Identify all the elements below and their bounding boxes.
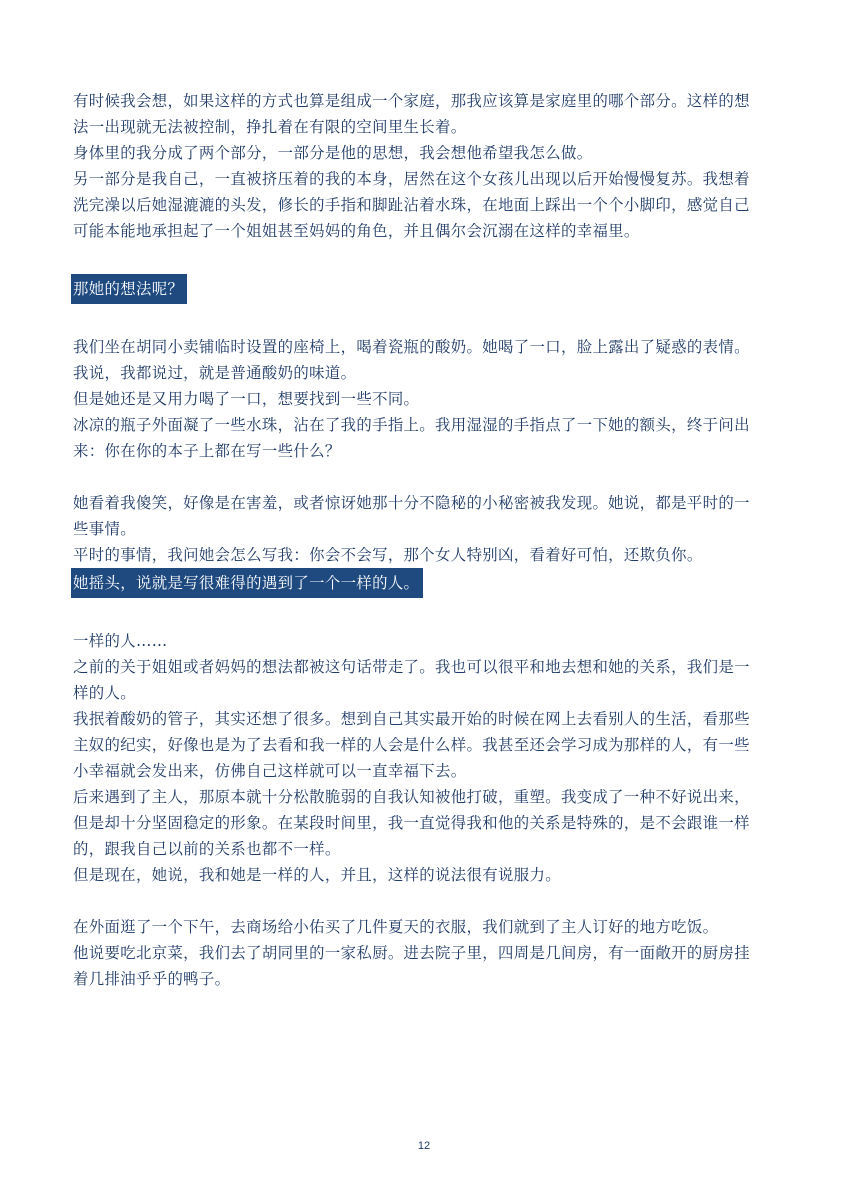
text-line: 另一部分是我自己，一直被挤压着的我的本身，居然在这个女孩儿出现以后开始慢慢复苏。我想着: [73, 170, 750, 188]
text-line: 她看着我傻笑，好像是在害羞，或者惊讶她那十分不隐秘的小秘密被我发现。她说，都是平时的一: [73, 494, 750, 512]
text-line: 我们坐在胡同小卖铺临时设置的座椅上，喝着瓷瓶的酸奶。她喝了一口，脸上露出了疑惑的表情。: [73, 338, 750, 356]
paragraph-1: [73, 88, 773, 244]
highlighted-heading-2: [73, 568, 773, 598]
paragraph-5: [73, 914, 773, 992]
text-line: 后来遇到了主人，那原本就十分松散脆弱的自我认知被他打破，重塑。我变成了一种不好说出来，: [73, 788, 750, 806]
text-line: 洗完澡以后她湿漉漉的头发，修长的手指和脚趾沾着水珠，在地面上踩出一个个小脚印，感觉自己: [73, 196, 750, 214]
paragraph-gap: [73, 308, 773, 334]
paragraph-4: [73, 628, 773, 888]
paragraph-3: [73, 490, 773, 568]
highlighted-heading-1: [73, 274, 773, 304]
text-line: 但是现在，她说，我和她是一样的人，并且，这样的说法很有说服力。: [73, 866, 561, 884]
text-line: 着几排油乎乎的鸭子。: [73, 970, 231, 988]
document-body: [73, 88, 773, 992]
text-line: 他说要吃北京菜，我们去了胡同里的一家私厨。进去院子里，四周是几间房，有一面敞开的厨房挂: [73, 944, 750, 962]
text-line: 样的人。: [73, 684, 136, 702]
text-line: 我说，我都说过，就是普通酸奶的味道。: [73, 364, 357, 382]
text-line: 身体里的我分成了两个部分，一部分是他的思想，我会想他希望我怎么做。: [73, 144, 593, 162]
text-line: 但是却十分坚固稳定的形象。在某段时间里，我一直觉得我和他的关系是特殊的，是不会跟谁一样: [73, 814, 750, 832]
text-line: 之前的关于姐姐或者妈妈的想法都被这句话带走了。我也可以很平和地去想和她的关系，我们是一: [73, 658, 750, 676]
paragraph-2: [73, 334, 773, 464]
highlighted-text: 那她的想法呢？: [71, 274, 187, 304]
text-line: 主奴的纪实，好像也是为了去看和我一样的人会是什么样。我甚至还会学习成为那样的人，有一些: [73, 736, 750, 754]
text-line: 来：你在你的本子上都在写一些什么？: [73, 442, 341, 460]
text-line: 冰凉的瓶子外面凝了一些水珠，沾在了我的手指上。我用湿湿的手指点了一下她的额头，终于问出: [73, 416, 750, 434]
paragraph-gap: [73, 464, 773, 490]
text-line: 在外面逛了一个下午，去商场给小佑买了几件夏天的衣服，我们就到了主人订好的地方吃饭。: [73, 918, 719, 936]
text-line: 的，跟我自己以前的关系也都不一样。: [73, 840, 341, 858]
paragraph-gap: [73, 602, 773, 628]
paragraph-gap: [73, 888, 773, 914]
highlighted-text: 她摇头，说就是写很难得的遇到了一个一样的人。: [71, 568, 423, 598]
text-line: 但是她还是又用力喝了一口，想要找到一些不同。: [73, 390, 420, 408]
text-line: 小幸福就会发出来，仿佛自己这样就可以一直幸福下去。: [73, 762, 467, 780]
text-line: 些事情。: [73, 520, 136, 538]
page-number: 12: [417, 1140, 431, 1152]
text-line: 有时候我会想，如果这样的方式也算是组成一个家庭，那我应该算是家庭里的哪个部分。这样的想: [73, 92, 750, 110]
text-line: 平时的事情，我问她会怎么写我：你会不会写，那个女人特别凶，看着好可怕，还欺负你。: [73, 546, 703, 564]
text-line: 一样的人……: [73, 632, 168, 650]
text-line: 可能本能地承担起了一个姐姐甚至妈妈的角色，并且偶尔会沉溺在这样的幸福里。: [73, 222, 640, 240]
text-line: 我抿着酸奶的管子，其实还想了很多。想到自己其实最开始的时候在网上去看别人的生活，看那些: [73, 710, 750, 728]
text-line: 法一出现就无法被控制，挣扎着在有限的空间里生长着。: [73, 118, 467, 136]
paragraph-gap: [73, 244, 773, 270]
